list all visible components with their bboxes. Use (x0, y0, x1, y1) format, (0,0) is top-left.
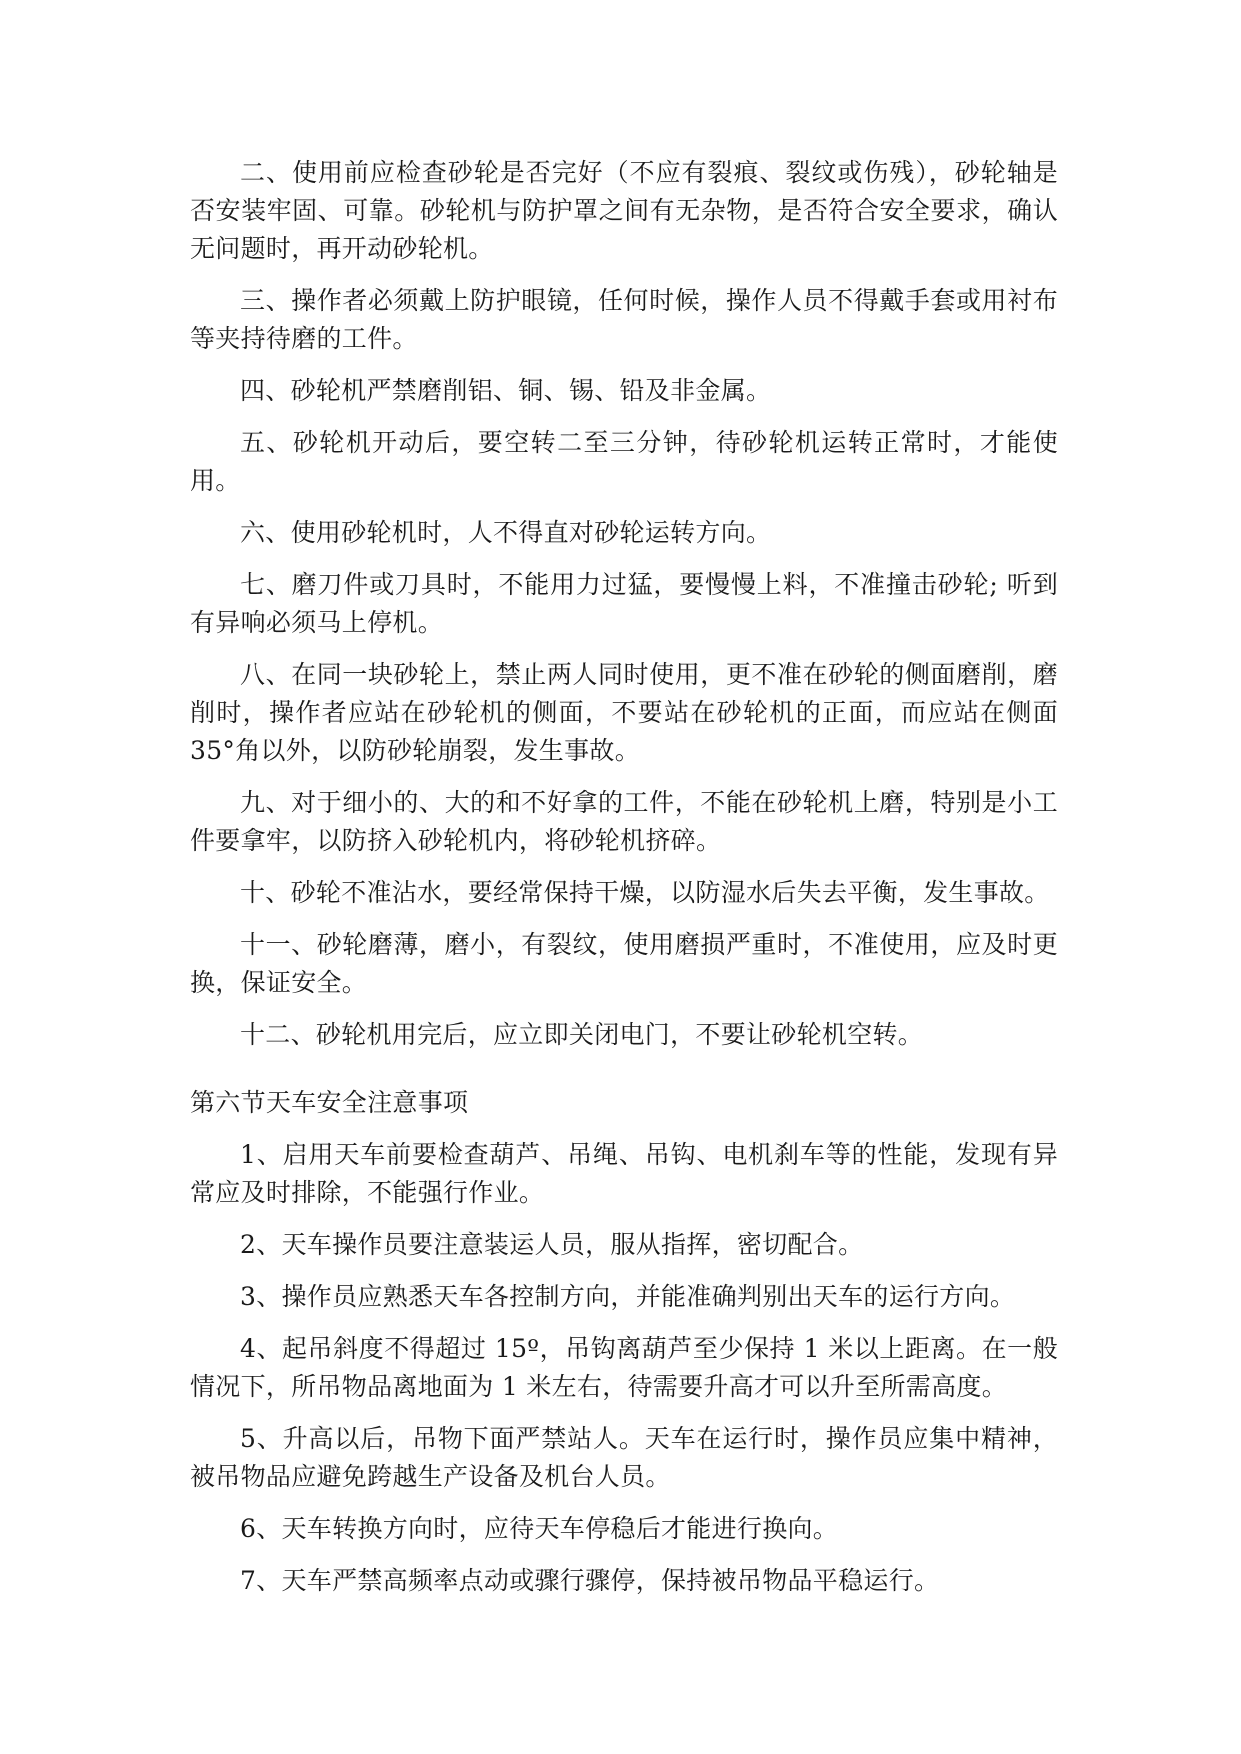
grinder-rule-11: 十一、砂轮磨薄，磨小，有裂纹，使用磨损严重时，不准使用，应及时更换，保证安全。 (190, 930, 1058, 997)
crane-rule-2: 2、天车操作员要注意装运人员，服从指挥，密切配合。 (240, 1230, 864, 1259)
grinder-rule-7: 七、磨刀件或刀具时，不能用力过猛，要慢慢上料，不准撞击砂轮; 听到有异响必须马上停机。 (190, 570, 1058, 637)
crane-rule-1: 1、启用天车前要检查葫芦、吊绳、吊钩、电机刹车等的性能，发现有异常应及时排除，不能强行作业。 (190, 1140, 1058, 1207)
crane-rule-4: 4、起吊斜度不得超过 15º，吊钩离葫芦至少保持 1 米以上距离。在一般情况下，所吊物品离地面为 1 米左右，待需要升高才可以升至所需高度。 (190, 1334, 1058, 1401)
grinder-rule-8: 八、在同一块砂轮上，禁止两人同时使用，更不准在砂轮的侧面磨削，磨削时，操作者应站在砂轮机的侧面，不要站在砂轮机的正面，而应站在侧面 35°角以外，以防砂轮崩裂，发生事故。 (190, 660, 1058, 765)
grinder-rule-4: 四、砂轮机严禁磨削铝、铜、锡、铅及非金属。 (240, 376, 772, 405)
crane-rule-6: 6、天车转换方向时，应待天车停稳后才能进行换向。 (240, 1514, 839, 1543)
grinder-rule-10: 十、砂轮不准沾水，要经常保持干燥，以防湿水后失去平衡，发生事故。 (240, 878, 1050, 907)
grinder-rule-5: 五、砂轮机开动后，要空转二至三分钟，待砂轮机运转正常时，才能使用。 (190, 428, 1058, 495)
grinder-rule-12: 十二、砂轮机用完后，应立即关闭电门，不要让砂轮机空转。 (240, 1020, 924, 1049)
crane-rule-7: 7、天车严禁高频率点动或骤行骤停，保持被吊物品平稳运行。 (240, 1566, 940, 1595)
crane-rule-3: 3、操作员应熟悉天车各控制方向，并能准确判别出天车的运行方向。 (240, 1282, 1016, 1311)
section-title: 第六节天车安全注意事项 (190, 1088, 469, 1117)
document-body (190, 154, 1058, 1614)
crane-rule-5: 5、升高以后，吊物下面严禁站人。天车在运行时，操作员应集中精神，被吊物品应避免跨越生产设备及机台人员。 (190, 1424, 1058, 1491)
grinder-rule-2: 二、使用前应检查砂轮是否完好（不应有裂痕、裂纹或伤残），砂轮轴是否安装牢固、可靠。砂轮机与防护罩之间有无杂物，是否符合安全要求，确认无问题时，再开动砂轮机。 (190, 158, 1058, 263)
grinder-rule-9: 九、对于细小的、大的和不好拿的工件，不能在砂轮机上磨，特别是小工件要拿牢，以防挤入砂轮机内，将砂轮机挤碎。 (190, 788, 1058, 855)
grinder-rule-6: 六、使用砂轮机时，人不得直对砂轮运转方向。 (240, 518, 772, 547)
grinder-rule-3: 三、操作者必须戴上防护眼镜，任何时候，操作人员不得戴手套或用衬布等夹持待磨的工件。 (190, 286, 1058, 353)
